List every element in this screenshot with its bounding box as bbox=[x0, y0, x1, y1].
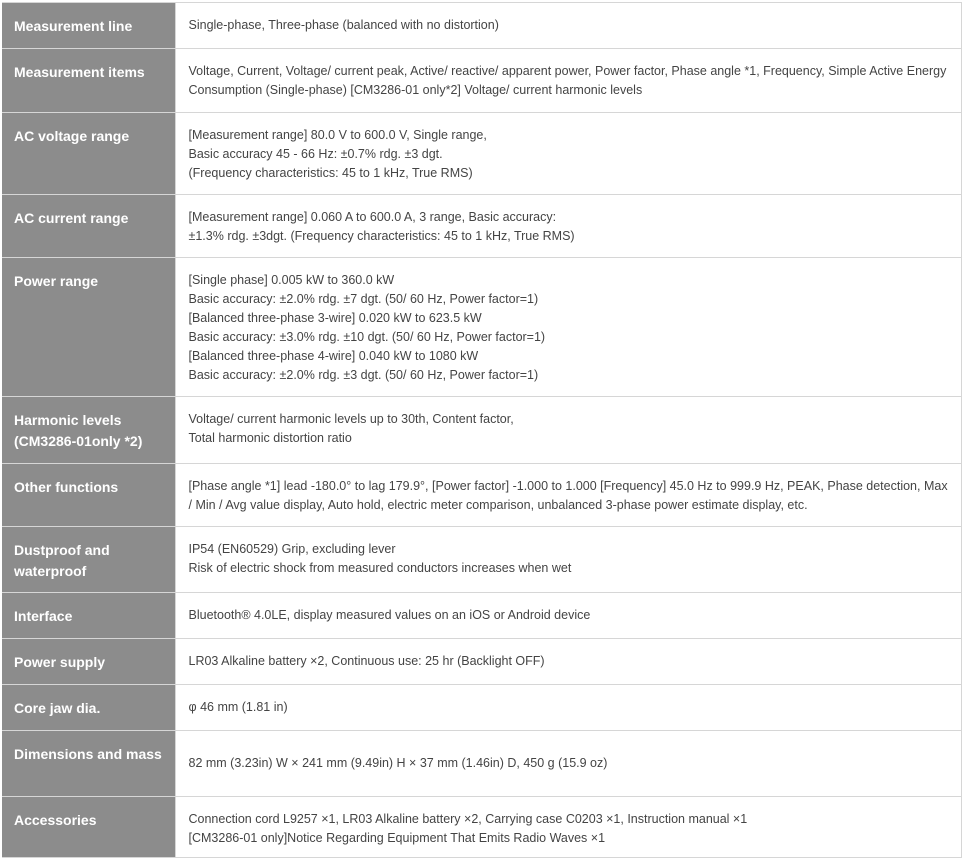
spec-label: Dimensions and mass bbox=[2, 731, 175, 797]
spec-value bbox=[175, 113, 962, 195]
spec-value bbox=[175, 397, 962, 464]
spec-value bbox=[175, 258, 962, 397]
spec-value-line: [Phase angle *1] lead -180.0° to lag 179.9°, [Power factor] -1.000 to 1.000 [Frequency] 45.0 Hz to 999.9 Hz, PEAK, Phase detection, Max / Min / Avg value display, Auto hold, electric meter comparison, unbalanced 3-phase power estimate display, etc. bbox=[188, 479, 948, 512]
spec-label: AC voltage range bbox=[2, 113, 175, 195]
spec-value-line: Basic accuracy: ±2.0% rdg. ±3 dgt. (50/ 60 Hz, Power factor=1) bbox=[188, 368, 539, 382]
spec-value bbox=[175, 49, 962, 113]
spec-row-core-jaw-diameter bbox=[2, 685, 962, 731]
spec-label: Other functions bbox=[2, 464, 175, 527]
spec-value-line: Basic accuracy 45 - 66 Hz: ±0.7% rdg. ±3 dgt. bbox=[188, 147, 443, 161]
spec-value bbox=[175, 797, 962, 858]
spec-value-line: [Balanced three-phase 4-wire] 0.040 kW to 1080 kW bbox=[188, 349, 479, 363]
spec-label: Measurement items bbox=[2, 49, 175, 113]
spec-value-line: [Measurement range] 80.0 V to 600.0 V, Single range, bbox=[188, 128, 487, 142]
spec-label: Harmonic levels (CM3286-01only *2) bbox=[2, 397, 175, 464]
spec-value-line: 82 mm (3.23in) W × 241 mm (9.49in) H × 37 mm (1.46in) D, 450 g (15.9 oz) bbox=[188, 756, 608, 770]
spec-row-power-supply bbox=[2, 639, 962, 685]
spec-label: Dustproof and waterproof bbox=[2, 527, 175, 593]
spec-label: Power supply bbox=[2, 639, 175, 685]
spec-value-line: Single-phase, Three-phase (balanced with no distortion) bbox=[188, 18, 499, 32]
spec-value bbox=[175, 195, 962, 258]
spec-label: AC current range bbox=[2, 195, 175, 258]
spec-row-interface bbox=[2, 593, 962, 639]
spec-value bbox=[175, 685, 962, 731]
spec-row-other-functions bbox=[2, 464, 962, 527]
spec-row-ac-current-range bbox=[2, 195, 962, 258]
specifications-table-body bbox=[2, 3, 962, 858]
spec-row-accessories bbox=[2, 797, 962, 858]
spec-row-dimensions-mass bbox=[2, 731, 962, 797]
spec-row-dustproof-waterproof bbox=[2, 527, 962, 593]
spec-value-line: LR03 Alkaline battery ×2, Continuous use: 25 hr (Backlight OFF) bbox=[188, 654, 545, 668]
spec-value-line: (Frequency characteristics: 45 to 1 kHz, True RMS) bbox=[188, 166, 473, 180]
spec-label: Core jaw dia. bbox=[2, 685, 175, 731]
spec-row-power-range bbox=[2, 258, 962, 397]
spec-row-measurement-line bbox=[2, 3, 962, 49]
spec-value bbox=[175, 464, 962, 527]
spec-value bbox=[175, 527, 962, 593]
spec-value-line: Connection cord L9257 ×1, LR03 Alkaline battery ×2, Carrying case C0203 ×1, Instruction manual ×1 bbox=[188, 812, 748, 826]
specifications-table bbox=[2, 2, 962, 858]
spec-value bbox=[175, 731, 962, 797]
spec-label: Power range bbox=[2, 258, 175, 397]
spec-label: Accessories bbox=[2, 797, 175, 858]
spec-value-line: Risk of electric shock from measured conductors increases when wet bbox=[188, 561, 572, 575]
spec-value-line: Total harmonic distortion ratio bbox=[188, 431, 352, 445]
spec-row-measurement-items bbox=[2, 49, 962, 113]
spec-row-ac-voltage-range bbox=[2, 113, 962, 195]
spec-value bbox=[175, 3, 962, 49]
spec-value bbox=[175, 639, 962, 685]
spec-value-line: [CM3286-01 only]Notice Regarding Equipment That Emits Radio Waves ×1 bbox=[188, 831, 606, 845]
spec-value-line: Voltage, Current, Voltage/ current peak, Active/ reactive/ apparent power, Power factor, Phase angle *1, Frequency, Simple Active Energy Consumption (Single-phase) [CM3286-01 only*2] Voltage/ current harmonic levels bbox=[188, 64, 947, 97]
spec-value-line: [Single phase] 0.005 kW to 360.0 kW bbox=[188, 273, 395, 287]
spec-value-line: φ 46 mm (1.81 in) bbox=[188, 700, 288, 714]
spec-value-line: [Measurement range] 0.060 A to 600.0 A, 3 range, Basic accuracy: bbox=[188, 210, 557, 224]
spec-label: Interface bbox=[2, 593, 175, 639]
spec-value-line: Basic accuracy: ±2.0% rdg. ±7 dgt. (50/ 60 Hz, Power factor=1) bbox=[188, 292, 539, 306]
spec-value-line: Bluetooth® 4.0LE, display measured values on an iOS or Android device bbox=[188, 608, 591, 622]
spec-row-harmonic-levels bbox=[2, 397, 962, 464]
spec-value-line: Voltage/ current harmonic levels up to 30th, Content factor, bbox=[188, 412, 514, 426]
spec-value bbox=[175, 593, 962, 639]
spec-value-line: [Balanced three-phase 3-wire] 0.020 kW to 623.5 kW bbox=[188, 311, 482, 325]
spec-value-line: ±1.3% rdg. ±3dgt. (Frequency characteristics: 45 to 1 kHz, True RMS) bbox=[188, 229, 575, 243]
spec-value-line: IP54 (EN60529) Grip, excluding lever bbox=[188, 542, 396, 556]
spec-value-line: Basic accuracy: ±3.0% rdg. ±10 dgt. (50/ 60 Hz, Power factor=1) bbox=[188, 330, 546, 344]
spec-label: Measurement line bbox=[2, 3, 175, 49]
